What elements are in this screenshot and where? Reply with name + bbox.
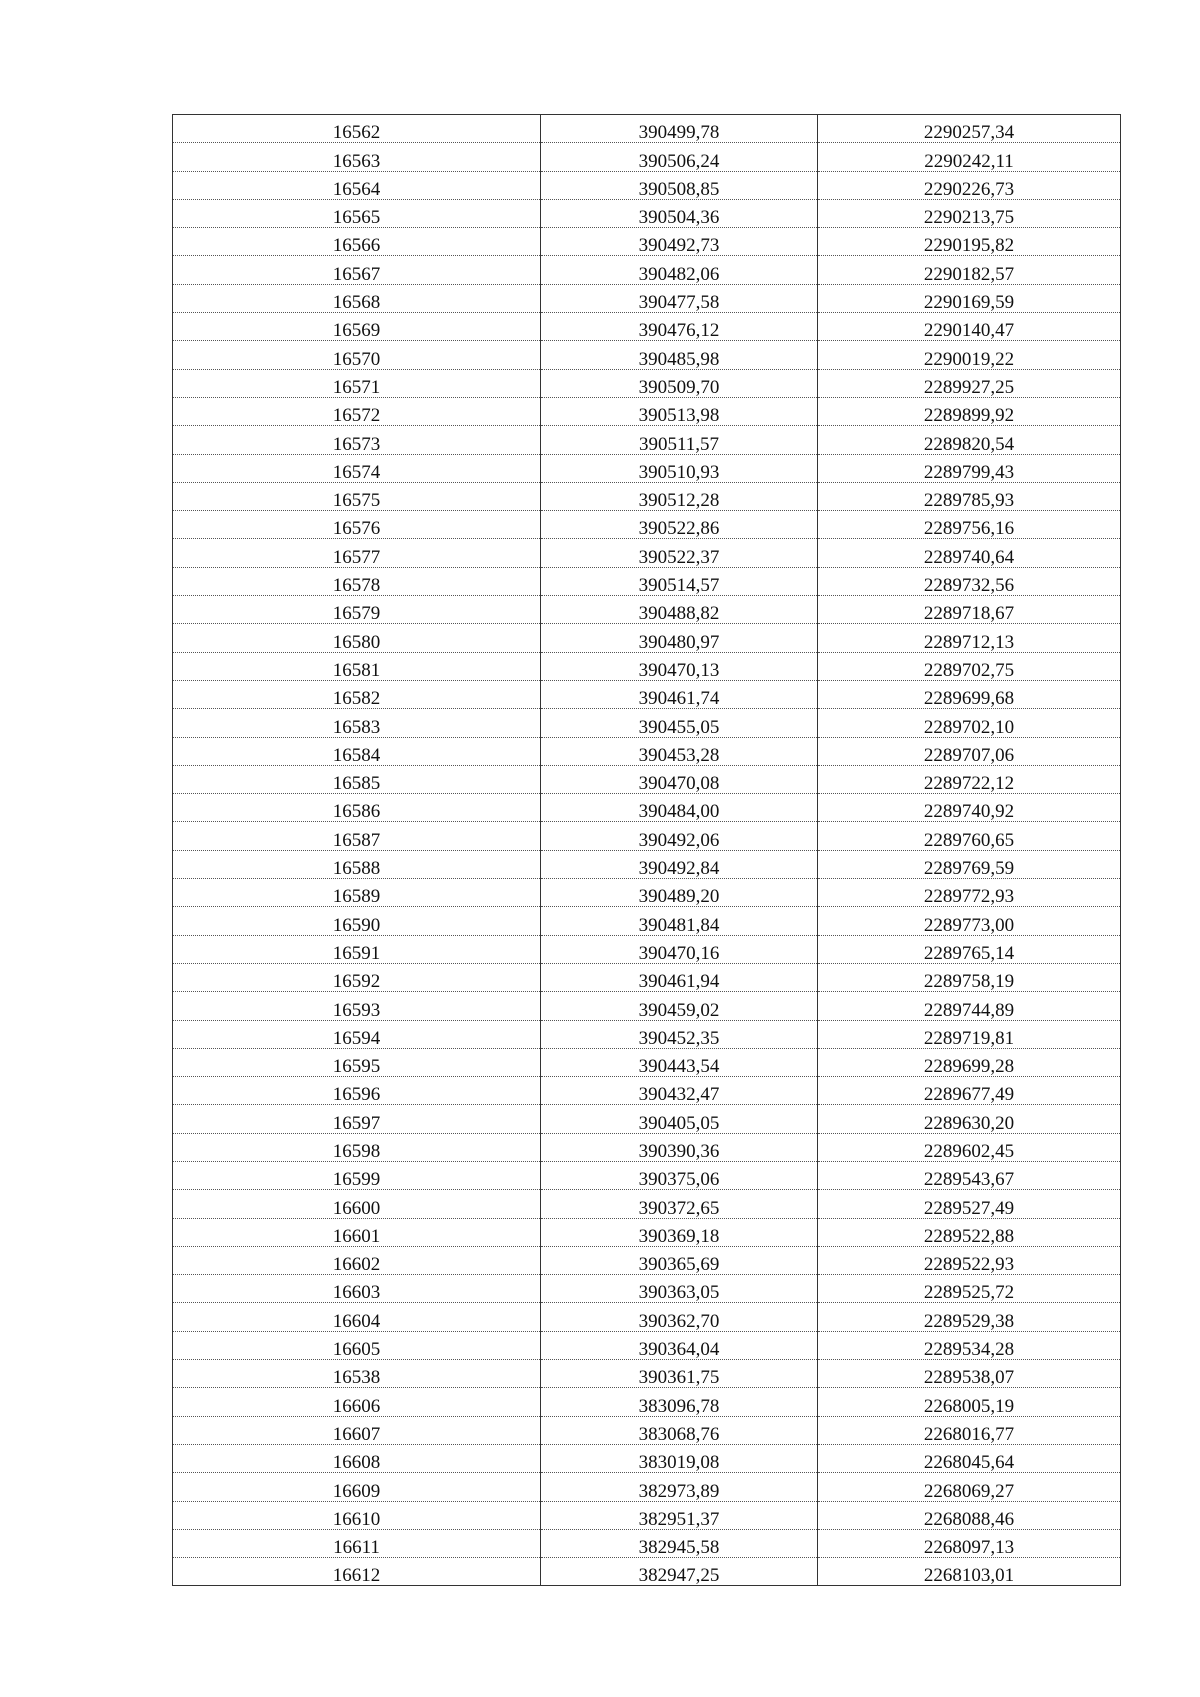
y-coordinate-cell: 2289820,54 bbox=[818, 426, 1121, 454]
y-coordinate-cell: 2289758,19 bbox=[818, 963, 1121, 991]
y-coordinate-cell: 2289719,81 bbox=[818, 1020, 1121, 1048]
x-coordinate-cell: 390364,04 bbox=[541, 1331, 818, 1359]
x-coordinate-cell: 390488,82 bbox=[541, 596, 818, 624]
table-row bbox=[173, 992, 1121, 1020]
point-number-cell: 16572 bbox=[173, 397, 541, 425]
x-coordinate-cell: 382947,25 bbox=[541, 1558, 818, 1586]
point-number-cell: 16562 bbox=[173, 115, 541, 143]
table-row bbox=[173, 1020, 1121, 1048]
point-number-cell: 16601 bbox=[173, 1218, 541, 1246]
y-coordinate-cell: 2289760,65 bbox=[818, 822, 1121, 850]
table-row bbox=[173, 1558, 1121, 1586]
y-coordinate-cell: 2289740,92 bbox=[818, 794, 1121, 822]
table-row bbox=[173, 935, 1121, 963]
x-coordinate-cell: 390484,00 bbox=[541, 794, 818, 822]
point-number-cell: 16597 bbox=[173, 1105, 541, 1133]
y-coordinate-cell: 2290195,82 bbox=[818, 228, 1121, 256]
x-coordinate-cell: 390511,57 bbox=[541, 426, 818, 454]
table-row bbox=[173, 284, 1121, 312]
x-coordinate-cell: 390492,73 bbox=[541, 228, 818, 256]
point-number-cell: 16589 bbox=[173, 879, 541, 907]
y-coordinate-cell: 2268045,64 bbox=[818, 1444, 1121, 1472]
x-coordinate-cell: 390390,36 bbox=[541, 1133, 818, 1161]
x-coordinate-cell: 390513,98 bbox=[541, 397, 818, 425]
point-number-cell: 16565 bbox=[173, 199, 541, 227]
point-number-cell: 16576 bbox=[173, 511, 541, 539]
point-number-cell: 16600 bbox=[173, 1190, 541, 1218]
x-coordinate-cell: 390492,84 bbox=[541, 850, 818, 878]
x-coordinate-cell: 390461,74 bbox=[541, 680, 818, 708]
x-coordinate-cell: 390365,69 bbox=[541, 1246, 818, 1274]
table-row bbox=[173, 1388, 1121, 1416]
x-coordinate-cell: 390485,98 bbox=[541, 341, 818, 369]
table-row bbox=[173, 1246, 1121, 1274]
x-coordinate-cell: 390506,24 bbox=[541, 143, 818, 171]
table-row bbox=[173, 567, 1121, 595]
point-number-cell: 16568 bbox=[173, 284, 541, 312]
table-row bbox=[173, 963, 1121, 991]
x-coordinate-cell: 390489,20 bbox=[541, 879, 818, 907]
table-row bbox=[173, 341, 1121, 369]
table-row bbox=[173, 115, 1121, 143]
x-coordinate-cell: 383019,08 bbox=[541, 1444, 818, 1472]
table-row bbox=[173, 624, 1121, 652]
table-row bbox=[173, 794, 1121, 822]
table-row bbox=[173, 1161, 1121, 1189]
point-number-cell: 16585 bbox=[173, 765, 541, 793]
x-coordinate-cell: 390443,54 bbox=[541, 1048, 818, 1076]
table-row bbox=[173, 1218, 1121, 1246]
y-coordinate-cell: 2268097,13 bbox=[818, 1529, 1121, 1557]
y-coordinate-cell: 2289702,75 bbox=[818, 652, 1121, 680]
y-coordinate-cell: 2290169,59 bbox=[818, 284, 1121, 312]
y-coordinate-cell: 2289785,93 bbox=[818, 482, 1121, 510]
x-coordinate-cell: 390480,97 bbox=[541, 624, 818, 652]
table-row bbox=[173, 1416, 1121, 1444]
point-number-cell: 16612 bbox=[173, 1558, 541, 1586]
point-number-cell: 16592 bbox=[173, 963, 541, 991]
x-coordinate-cell: 390369,18 bbox=[541, 1218, 818, 1246]
table-row bbox=[173, 426, 1121, 454]
point-number-cell: 16567 bbox=[173, 256, 541, 284]
x-coordinate-cell: 390470,16 bbox=[541, 935, 818, 963]
table-row bbox=[173, 1331, 1121, 1359]
point-number-cell: 16570 bbox=[173, 341, 541, 369]
x-coordinate-cell: 390508,85 bbox=[541, 171, 818, 199]
x-coordinate-cell: 390452,35 bbox=[541, 1020, 818, 1048]
point-number-cell: 16598 bbox=[173, 1133, 541, 1161]
y-coordinate-cell: 2289744,89 bbox=[818, 992, 1121, 1020]
point-number-cell: 16594 bbox=[173, 1020, 541, 1048]
point-number-cell: 16607 bbox=[173, 1416, 541, 1444]
table-row bbox=[173, 369, 1121, 397]
y-coordinate-cell: 2289699,28 bbox=[818, 1048, 1121, 1076]
x-coordinate-cell: 382951,37 bbox=[541, 1501, 818, 1529]
point-number-cell: 16573 bbox=[173, 426, 541, 454]
x-coordinate-cell: 390504,36 bbox=[541, 199, 818, 227]
point-number-cell: 16593 bbox=[173, 992, 541, 1020]
y-coordinate-cell: 2289722,12 bbox=[818, 765, 1121, 793]
x-coordinate-cell: 390509,70 bbox=[541, 369, 818, 397]
y-coordinate-cell: 2289677,49 bbox=[818, 1077, 1121, 1105]
point-number-cell: 16604 bbox=[173, 1303, 541, 1331]
y-coordinate-cell: 2289527,49 bbox=[818, 1190, 1121, 1218]
table-row bbox=[173, 596, 1121, 624]
y-coordinate-cell: 2268088,46 bbox=[818, 1501, 1121, 1529]
table-row bbox=[173, 737, 1121, 765]
x-coordinate-cell: 390492,06 bbox=[541, 822, 818, 850]
point-number-cell: 16595 bbox=[173, 1048, 541, 1076]
x-coordinate-cell: 390470,08 bbox=[541, 765, 818, 793]
y-coordinate-cell: 2289522,88 bbox=[818, 1218, 1121, 1246]
point-number-cell: 16569 bbox=[173, 313, 541, 341]
y-coordinate-cell: 2289899,92 bbox=[818, 397, 1121, 425]
x-coordinate-cell: 382945,58 bbox=[541, 1529, 818, 1557]
y-coordinate-cell: 2289602,45 bbox=[818, 1133, 1121, 1161]
table-row bbox=[173, 397, 1121, 425]
point-number-cell: 16587 bbox=[173, 822, 541, 850]
x-coordinate-cell: 390375,06 bbox=[541, 1161, 818, 1189]
y-coordinate-cell: 2289699,68 bbox=[818, 680, 1121, 708]
y-coordinate-cell: 2289927,25 bbox=[818, 369, 1121, 397]
table-row bbox=[173, 511, 1121, 539]
y-coordinate-cell: 2289756,16 bbox=[818, 511, 1121, 539]
table-row bbox=[173, 1529, 1121, 1557]
table-row bbox=[173, 1444, 1121, 1472]
table-row bbox=[173, 171, 1121, 199]
table-row bbox=[173, 1077, 1121, 1105]
point-number-cell: 16586 bbox=[173, 794, 541, 822]
table-row bbox=[173, 822, 1121, 850]
y-coordinate-cell: 2289529,38 bbox=[818, 1303, 1121, 1331]
point-number-cell: 16608 bbox=[173, 1444, 541, 1472]
point-number-cell: 16582 bbox=[173, 680, 541, 708]
x-coordinate-cell: 390453,28 bbox=[541, 737, 818, 765]
x-coordinate-cell: 382973,89 bbox=[541, 1473, 818, 1501]
table-row bbox=[173, 256, 1121, 284]
point-number-cell: 16599 bbox=[173, 1161, 541, 1189]
point-number-cell: 16588 bbox=[173, 850, 541, 878]
y-coordinate-cell: 2290257,34 bbox=[818, 115, 1121, 143]
y-coordinate-cell: 2289718,67 bbox=[818, 596, 1121, 624]
y-coordinate-cell: 2289712,13 bbox=[818, 624, 1121, 652]
x-coordinate-cell: 390459,02 bbox=[541, 992, 818, 1020]
y-coordinate-cell: 2290140,47 bbox=[818, 313, 1121, 341]
point-number-cell: 16610 bbox=[173, 1501, 541, 1529]
x-coordinate-cell: 390362,70 bbox=[541, 1303, 818, 1331]
point-number-cell: 16605 bbox=[173, 1331, 541, 1359]
point-number-cell: 16574 bbox=[173, 454, 541, 482]
point-number-cell: 16580 bbox=[173, 624, 541, 652]
point-number-cell: 16590 bbox=[173, 907, 541, 935]
point-number-cell: 16606 bbox=[173, 1388, 541, 1416]
y-coordinate-cell: 2289772,93 bbox=[818, 879, 1121, 907]
point-number-cell: 16571 bbox=[173, 369, 541, 397]
table-row bbox=[173, 1275, 1121, 1303]
x-coordinate-cell: 390522,86 bbox=[541, 511, 818, 539]
point-number-cell: 16563 bbox=[173, 143, 541, 171]
table-row bbox=[173, 1190, 1121, 1218]
y-coordinate-cell: 2290213,75 bbox=[818, 199, 1121, 227]
y-coordinate-cell: 2289702,10 bbox=[818, 709, 1121, 737]
table-row bbox=[173, 1303, 1121, 1331]
y-coordinate-cell: 2289765,14 bbox=[818, 935, 1121, 963]
x-coordinate-cell: 390363,05 bbox=[541, 1275, 818, 1303]
x-coordinate-cell: 390499,78 bbox=[541, 115, 818, 143]
x-coordinate-cell: 390455,05 bbox=[541, 709, 818, 737]
table-row bbox=[173, 313, 1121, 341]
y-coordinate-cell: 2289630,20 bbox=[818, 1105, 1121, 1133]
x-coordinate-cell: 390470,13 bbox=[541, 652, 818, 680]
y-coordinate-cell: 2290226,73 bbox=[818, 171, 1121, 199]
x-coordinate-cell: 390510,93 bbox=[541, 454, 818, 482]
table-row bbox=[173, 907, 1121, 935]
table-row bbox=[173, 680, 1121, 708]
point-number-cell: 16603 bbox=[173, 1275, 541, 1303]
y-coordinate-cell: 2289534,28 bbox=[818, 1331, 1121, 1359]
y-coordinate-cell: 2289707,06 bbox=[818, 737, 1121, 765]
point-number-cell: 16577 bbox=[173, 539, 541, 567]
point-number-cell: 16611 bbox=[173, 1529, 541, 1557]
x-coordinate-cell: 390482,06 bbox=[541, 256, 818, 284]
coordinates-table-body bbox=[173, 115, 1121, 1586]
y-coordinate-cell: 2290019,22 bbox=[818, 341, 1121, 369]
point-number-cell: 16581 bbox=[173, 652, 541, 680]
x-coordinate-cell: 390461,94 bbox=[541, 963, 818, 991]
coordinates-table bbox=[172, 114, 1121, 1586]
point-number-cell: 16566 bbox=[173, 228, 541, 256]
table-row bbox=[173, 143, 1121, 171]
table-row bbox=[173, 765, 1121, 793]
y-coordinate-cell: 2290182,57 bbox=[818, 256, 1121, 284]
y-coordinate-cell: 2290242,11 bbox=[818, 143, 1121, 171]
point-number-cell: 16564 bbox=[173, 171, 541, 199]
y-coordinate-cell: 2289799,43 bbox=[818, 454, 1121, 482]
y-coordinate-cell: 2289525,72 bbox=[818, 1275, 1121, 1303]
table-row bbox=[173, 482, 1121, 510]
point-number-cell: 16538 bbox=[173, 1360, 541, 1388]
point-number-cell: 16596 bbox=[173, 1077, 541, 1105]
point-number-cell: 16584 bbox=[173, 737, 541, 765]
y-coordinate-cell: 2268103,01 bbox=[818, 1558, 1121, 1586]
x-coordinate-cell: 390481,84 bbox=[541, 907, 818, 935]
table-row bbox=[173, 1105, 1121, 1133]
table-row bbox=[173, 1501, 1121, 1529]
x-coordinate-cell: 390476,12 bbox=[541, 313, 818, 341]
y-coordinate-cell: 2289740,64 bbox=[818, 539, 1121, 567]
x-coordinate-cell: 390514,57 bbox=[541, 567, 818, 595]
table-row bbox=[173, 228, 1121, 256]
x-coordinate-cell: 390477,58 bbox=[541, 284, 818, 312]
x-coordinate-cell: 383068,76 bbox=[541, 1416, 818, 1444]
x-coordinate-cell: 390512,28 bbox=[541, 482, 818, 510]
x-coordinate-cell: 390361,75 bbox=[541, 1360, 818, 1388]
y-coordinate-cell: 2289769,59 bbox=[818, 850, 1121, 878]
table-row bbox=[173, 1133, 1121, 1161]
y-coordinate-cell: 2289773,00 bbox=[818, 907, 1121, 935]
point-number-cell: 16575 bbox=[173, 482, 541, 510]
y-coordinate-cell: 2289543,67 bbox=[818, 1161, 1121, 1189]
point-number-cell: 16583 bbox=[173, 709, 541, 737]
y-coordinate-cell: 2289522,93 bbox=[818, 1246, 1121, 1274]
y-coordinate-cell: 2268005,19 bbox=[818, 1388, 1121, 1416]
x-coordinate-cell: 390405,05 bbox=[541, 1105, 818, 1133]
table-row bbox=[173, 199, 1121, 227]
x-coordinate-cell: 390432,47 bbox=[541, 1077, 818, 1105]
point-number-cell: 16602 bbox=[173, 1246, 541, 1274]
table-row bbox=[173, 539, 1121, 567]
table-row bbox=[173, 454, 1121, 482]
table-row bbox=[173, 850, 1121, 878]
y-coordinate-cell: 2268016,77 bbox=[818, 1416, 1121, 1444]
point-number-cell: 16609 bbox=[173, 1473, 541, 1501]
table-row bbox=[173, 652, 1121, 680]
table-row bbox=[173, 879, 1121, 907]
point-number-cell: 16579 bbox=[173, 596, 541, 624]
table-row bbox=[173, 1048, 1121, 1076]
table-row bbox=[173, 1473, 1121, 1501]
point-number-cell: 16578 bbox=[173, 567, 541, 595]
y-coordinate-cell: 2289732,56 bbox=[818, 567, 1121, 595]
table-row bbox=[173, 709, 1121, 737]
point-number-cell: 16591 bbox=[173, 935, 541, 963]
y-coordinate-cell: 2289538,07 bbox=[818, 1360, 1121, 1388]
table-row bbox=[173, 1360, 1121, 1388]
y-coordinate-cell: 2268069,27 bbox=[818, 1473, 1121, 1501]
x-coordinate-cell: 390372,65 bbox=[541, 1190, 818, 1218]
x-coordinate-cell: 390522,37 bbox=[541, 539, 818, 567]
x-coordinate-cell: 383096,78 bbox=[541, 1388, 818, 1416]
